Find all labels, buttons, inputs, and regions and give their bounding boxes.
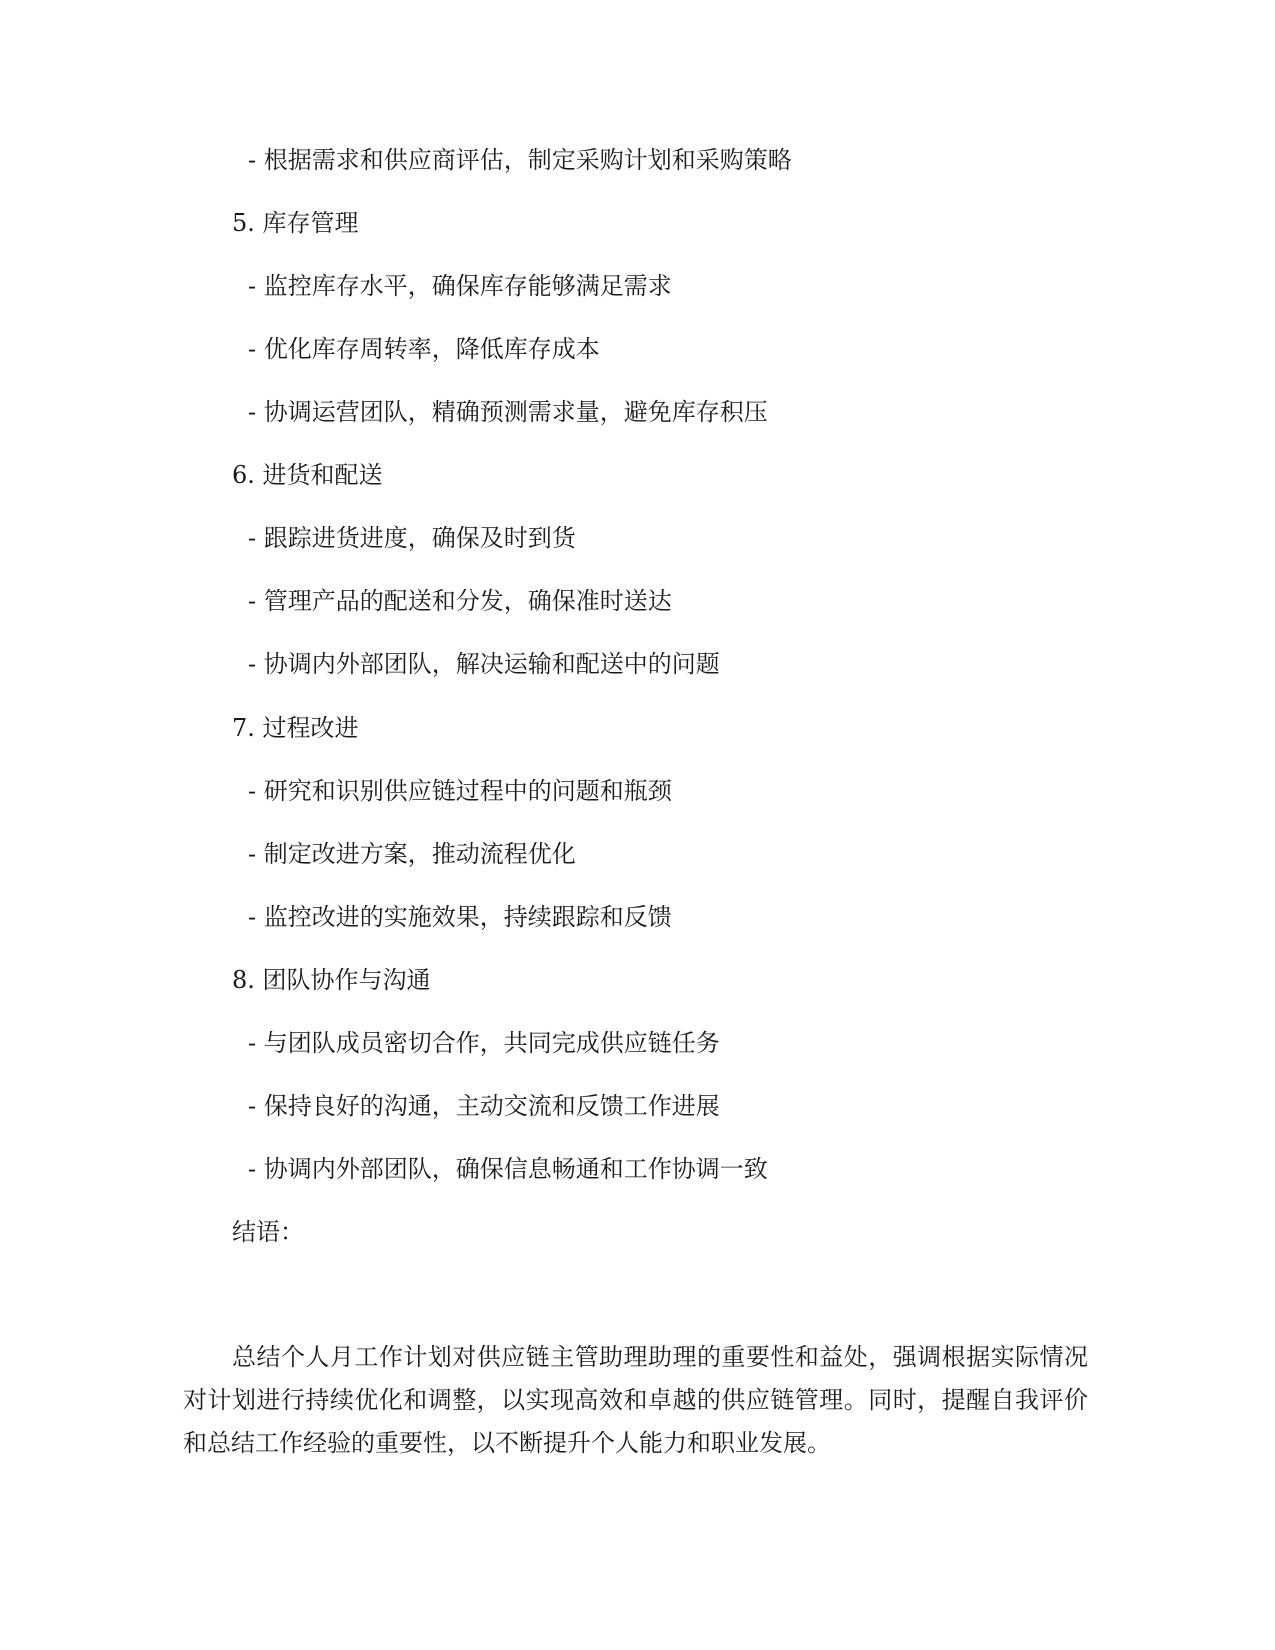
bullet-item: - 与团队成员密切合作，共同完成供应链任务 [248, 1029, 720, 1057]
section-heading-8: 8. 团队协作与沟通 [232, 966, 431, 994]
conclusion-heading: 结语： [232, 1218, 304, 1246]
section-heading-7: 7. 过程改进 [232, 714, 359, 742]
bullet-item: - 跟踪进货进度，确保及时到货 [248, 524, 576, 552]
bullet-item: - 根据需求和供应商评估，制定采购计划和采购策略 [248, 146, 792, 174]
bullet-item: - 保持良好的沟通，主动交流和反馈工作进展 [248, 1092, 720, 1120]
bullet-item: - 研究和识别供应链过程中的问题和瓶颈 [248, 777, 672, 805]
bullet-item: - 监控改进的实施效果，持续跟踪和反馈 [248, 903, 672, 931]
bullet-item: - 协调内外部团队，解决运输和配送中的问题 [248, 650, 720, 678]
bullet-item: - 监控库存水平，确保库存能够满足需求 [248, 272, 672, 300]
section-heading-5: 5. 库存管理 [232, 209, 359, 237]
bullet-item: - 优化库存周转率，降低库存成本 [248, 335, 600, 363]
bullet-item: - 制定改进方案，推动流程优化 [248, 840, 576, 868]
bullet-item: - 协调运营团队，精确预测需求量，避免库存积压 [248, 398, 768, 426]
bullet-item: - 管理产品的配送和分发，确保准时送达 [248, 587, 672, 615]
conclusion-paragraph: 总结个人月工作计划对供应链主管助理助理的重要性和益处，强调根据实际情况对计划进行持续优化和调整，以实现高效和卓越的供应链管理。同时，提醒自我评价和总结工作经验的重要性，以不断提升个人能力和职业发展。 [183, 1343, 1088, 1457]
section-heading-6: 6. 进货和配送 [232, 461, 383, 489]
bullet-item: - 协调内外部团队，确保信息畅通和工作协调一致 [248, 1155, 768, 1183]
